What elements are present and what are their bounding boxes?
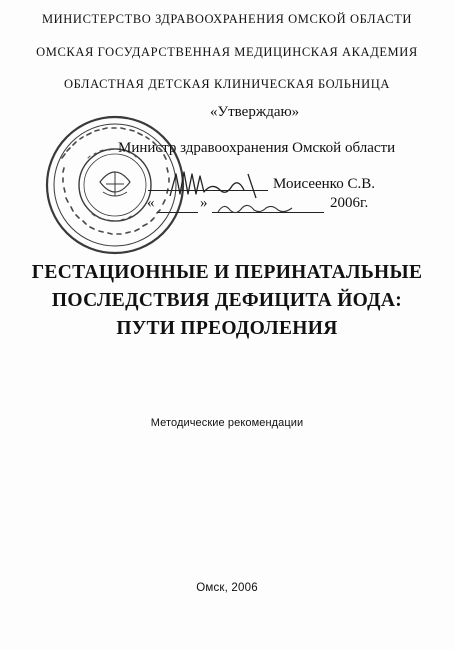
header-hospital: ОБЛАСТНАЯ ДЕТСКАЯ КЛИНИЧЕСКАЯ БОЛЬНИЦА <box>63 77 391 91</box>
footer-place-year: Омск, 2006 <box>196 582 258 594</box>
date-day-underline <box>158 212 198 213</box>
approval-year: 2006г. <box>330 195 369 211</box>
date-open-quote: « <box>147 195 155 211</box>
header-ministry: МИНИСТЕРСТВО ЗДРАВООХРАНЕНИЯ ОМСКОЙ ОБЛАСТИ <box>41 12 413 26</box>
title-line-3: ПУТИ ПРЕОДОЛЕНИЯ <box>116 318 338 339</box>
signatory-name: Моисеенко С.В. <box>273 176 375 192</box>
title-line-1: ГЕСТАЦИОННЫЕ И ПЕРИНАТАЛЬНЫЕ <box>31 262 423 283</box>
document-type: Методические рекомендации <box>150 417 304 429</box>
header-academy: ОМСКАЯ ГОСУДАРСТВЕННАЯ МЕДИЦИНСКАЯ АКАДЕМИЯ <box>36 45 418 59</box>
handwritten-month-icon <box>210 196 320 218</box>
approver-position: Министр здравоохранения Омской области <box>118 140 396 156</box>
date-close-quote: » <box>200 195 208 211</box>
approve-label: «Утверждаю» <box>210 104 300 120</box>
title-line-2: ПОСЛЕДСТВИЯ ДЕФИЦИТА ЙОДА: <box>51 290 403 311</box>
